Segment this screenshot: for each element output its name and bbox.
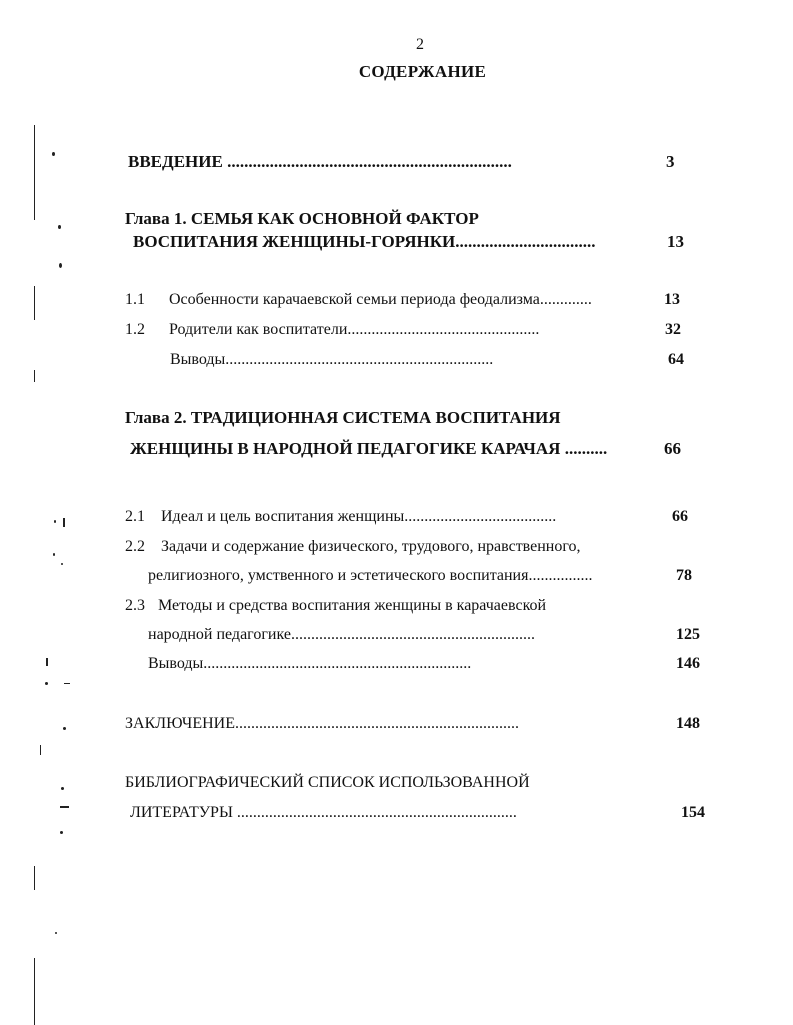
section-2-1-label: Идеал и цель воспитания женщины bbox=[161, 508, 405, 525]
chapter1-label: ВОСПИТАНИЯ ЖЕНЩИНЫ-ГОРЯНКИ bbox=[133, 232, 456, 251]
scan-speck bbox=[61, 563, 63, 565]
section-1-2-number: 1.2 bbox=[125, 321, 145, 338]
chapter2-conclusions-leader-dots: ................................................................... bbox=[203, 655, 472, 672]
bibliography-leader-dots: ...................................................................... bbox=[236, 804, 517, 821]
section-2-3-line1: Методы и средства воспитания женщины в карачаевской bbox=[158, 597, 547, 614]
scan-speck bbox=[53, 553, 55, 556]
chapter2-page: 66 bbox=[664, 439, 681, 458]
scan-margin-line bbox=[34, 958, 35, 1025]
toc-entry-conclusion bbox=[125, 715, 519, 733]
section-1-1 bbox=[169, 291, 592, 309]
chapter1-title-line1: Глава 1. СЕМЬЯ КАК ОСНОВНОЙ ФАКТОР bbox=[125, 209, 479, 228]
section-1-2-label: Родители как воспитатели bbox=[169, 321, 348, 338]
conclusion-label: ЗАКЛЮЧЕНИЕ bbox=[125, 715, 235, 732]
chapter2-leader-dots: .......... bbox=[560, 439, 608, 458]
section-2-3-leader-dots: ............................................................. bbox=[290, 626, 535, 643]
section-2-2-leader-dots: ................ bbox=[528, 567, 593, 584]
scan-speck bbox=[40, 745, 41, 755]
scan-speck bbox=[60, 831, 63, 834]
scan-margin-line bbox=[34, 866, 35, 890]
scan-speck bbox=[55, 932, 57, 934]
section-2-2-line2 bbox=[148, 567, 592, 585]
scan-margin-line bbox=[34, 125, 35, 220]
section-1-1-label: Особенности карачаевской семьи периода феодализма bbox=[169, 291, 540, 308]
toc-entry-intro bbox=[128, 152, 512, 172]
intro-page: 3 bbox=[666, 152, 675, 171]
scan-speck bbox=[59, 263, 62, 268]
chapter1-leader-dots: ................................. bbox=[455, 232, 596, 251]
chapter1-page: 13 bbox=[667, 232, 684, 251]
scan-margin-line bbox=[34, 370, 35, 382]
conclusion-page: 148 bbox=[676, 715, 700, 732]
chapter2-conclusions bbox=[148, 655, 471, 673]
chapter2-conclusions-page: 146 bbox=[676, 655, 700, 672]
section-1-1-page: 13 bbox=[664, 291, 680, 308]
section-2-3-label: народной педагогике bbox=[148, 626, 291, 643]
section-2-3-line2 bbox=[148, 626, 535, 644]
section-2-1 bbox=[161, 508, 556, 526]
scan-speck bbox=[45, 682, 48, 685]
scan-margin-line bbox=[34, 286, 35, 320]
section-2-2-label: религиозного, умственного и эстетического воспитания bbox=[148, 567, 529, 584]
section-2-3-number: 2.3 bbox=[125, 597, 145, 614]
chapter2-label: ЖЕНЩИНЫ В НАРОДНОЙ ПЕДАГОГИКЕ КАРАЧАЯ bbox=[130, 439, 561, 458]
scan-speck bbox=[61, 787, 64, 790]
chapter1-conclusions-page: 64 bbox=[668, 351, 684, 368]
bibliography-page: 154 bbox=[681, 804, 705, 821]
chapter2-conclusions-label: Выводы bbox=[148, 655, 204, 672]
intro-label: ВВЕДЕНИЕ bbox=[128, 152, 228, 171]
section-1-2-page: 32 bbox=[665, 321, 681, 338]
section-2-1-leader-dots: ...................................... bbox=[404, 508, 557, 525]
scan-speck bbox=[64, 683, 70, 684]
bibliography-line2 bbox=[130, 804, 517, 822]
page-number: 2 bbox=[416, 36, 424, 53]
scan-speck bbox=[58, 225, 61, 229]
section-2-1-number: 2.1 bbox=[125, 508, 145, 525]
chapter1-conclusions-leader-dots: ................................................................... bbox=[225, 351, 494, 368]
chapter1-title-line2 bbox=[133, 232, 596, 252]
scan-speck bbox=[60, 806, 69, 808]
scan-speck bbox=[54, 520, 56, 523]
bibliography-line1: БИБЛИОГРАФИЧЕСКИЙ СПИСОК ИСПОЛЬЗОВАННОЙ bbox=[125, 774, 530, 791]
section-2-2-line1: Задачи и содержание физического, трудового, нравственного, bbox=[161, 538, 581, 555]
toc-title: СОДЕРЖАНИЕ bbox=[358, 62, 487, 81]
section-1-1-number: 1.1 bbox=[125, 291, 145, 308]
scan-speck bbox=[46, 658, 48, 666]
intro-leader-dots: ................................................................... bbox=[227, 152, 512, 171]
section-1-2-leader-dots: ................................................ bbox=[347, 321, 540, 338]
chapter1-conclusions bbox=[170, 351, 493, 369]
section-1-1-leader-dots: ............. bbox=[539, 291, 592, 308]
chapter2-title-line2 bbox=[130, 439, 607, 459]
section-2-3-page: 125 bbox=[676, 626, 700, 643]
conclusion-leader-dots: ....................................................................... bbox=[234, 715, 519, 732]
chapter1-conclusions-label: Выводы bbox=[170, 351, 226, 368]
section-2-1-page: 66 bbox=[672, 508, 688, 525]
scan-speck bbox=[52, 152, 55, 156]
section-2-2-page: 78 bbox=[676, 567, 692, 584]
section-2-2-number: 2.2 bbox=[125, 538, 145, 555]
section-1-2 bbox=[169, 321, 539, 339]
scan-speck bbox=[63, 518, 65, 527]
scan-speck bbox=[63, 727, 66, 730]
chapter2-title-line1: Глава 2. ТРАДИЦИОННАЯ СИСТЕМА ВОСПИТАНИЯ bbox=[125, 408, 561, 427]
bibliography-label: ЛИТЕРАТУРЫ bbox=[130, 804, 237, 821]
